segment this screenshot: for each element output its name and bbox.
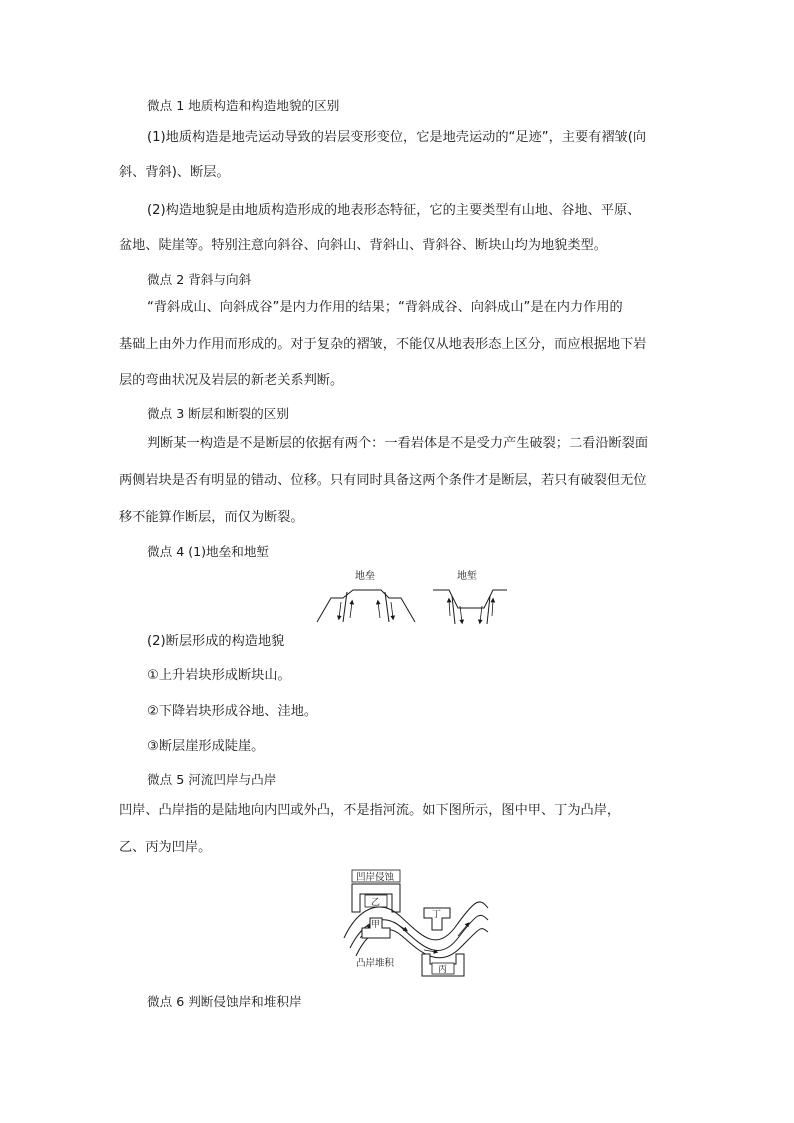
section-4-item-2: ②下降岩块形成谷地、洼地。 (147, 704, 318, 719)
down-arrow-icon (339, 602, 341, 618)
flow-arrow-icon (394, 922, 406, 930)
section-heading-5: 微点 5 河流凹岸与凸岸 (147, 772, 277, 787)
section-heading-4: 微点 4 (1)地垒和地堑 (147, 544, 270, 559)
up-arrow-icon (350, 602, 352, 618)
paragraph-2-line-1: (2)构造地貌是由地质构造形成的地表形态特征，它的主要类型有山地、谷地、平原、 (147, 203, 641, 218)
up-arrow-icon (492, 600, 493, 616)
section-3-line-1: 判断某一构造是不是断层的依据有两个：一看岩体是不是受力产生破裂；二看沿断裂面 (147, 436, 649, 451)
convex-deposition-label: 凸岸堆积 (356, 958, 395, 969)
horst-graben-diagram (315, 566, 510, 632)
yi-label: 乙 (371, 898, 381, 908)
up-arrow-icon (449, 600, 450, 616)
paragraph-1-line-1: (1)地质构造是地壳运动导致的岩层变形变位，它是地壳运动的“足迹”，主要有褶皱(向 (147, 130, 647, 145)
section-3-line-3: 移不能算作断层，而仅为断裂。 (119, 510, 304, 525)
down-arrow-icon (391, 602, 393, 618)
paragraph-1-line-2: 斜、背斜)、断层。 (119, 165, 230, 180)
section-heading-3: 微点 3 断层和断裂的区别 (147, 406, 289, 421)
section-5-line-1: 凹岸、凸岸指的是陆地向内凹或外凸，不是指河流。如下图所示，图中甲、丁为凸岸， (119, 803, 621, 818)
graben-diagram (433, 569, 507, 624)
horst-label: 地垒 (355, 571, 375, 582)
section-5-line-2: 乙、丙为凹岸。 (119, 840, 212, 855)
section-4-item-3: ③断层崖形成陡崖。 (147, 739, 265, 754)
paragraph-2-line-2: 盆地、陡崖等。特别注意向斜谷、向斜山、背斜山、背斜谷、断块山均为地貌类型。 (119, 238, 607, 253)
jia-label: 甲 (371, 920, 381, 930)
horst-diagram (317, 569, 415, 622)
section-2-line-3: 层的弯曲状况及岩层的新老关系判断。 (119, 373, 344, 388)
bing-label: 丙 (438, 965, 448, 975)
ding-label: 丁 (432, 910, 442, 920)
section-heading-2: 微点 2 背斜与向斜 (147, 272, 252, 287)
section-3-line-2: 两侧岩块是否有明显的错动、位移。只有同时具备这两个条件才是断层，若只有破裂但无位 (119, 473, 647, 488)
flow-arrow-icon (458, 924, 468, 936)
river-bank-diagram (340, 868, 490, 980)
section-4-sub-2: (2)断层形成的构造地貌 (147, 634, 285, 649)
section-heading-6: 微点 6 判断侵蚀岸和堆积岸 (147, 994, 302, 1009)
section-heading-1: 微点 1 地质构造和构造地貌的区别 (147, 98, 340, 113)
section-2-line-1: “背斜成山、向斜成谷”是内力作用的结果；“背斜成谷、向斜成山”是在内力作用的 (147, 300, 623, 315)
section-4-item-1: ①上升岩块形成断块山。 (147, 668, 291, 683)
concave-erosion-label: 凹岸侵蚀 (356, 872, 395, 883)
up-arrow-icon (378, 602, 380, 618)
graben-label: 地堑 (457, 571, 477, 582)
section-2-line-2: 基础上由外力作用而形成的。对于复杂的褶皱，不能仅从地表形态上区分，而应根据地下岩 (119, 337, 647, 352)
